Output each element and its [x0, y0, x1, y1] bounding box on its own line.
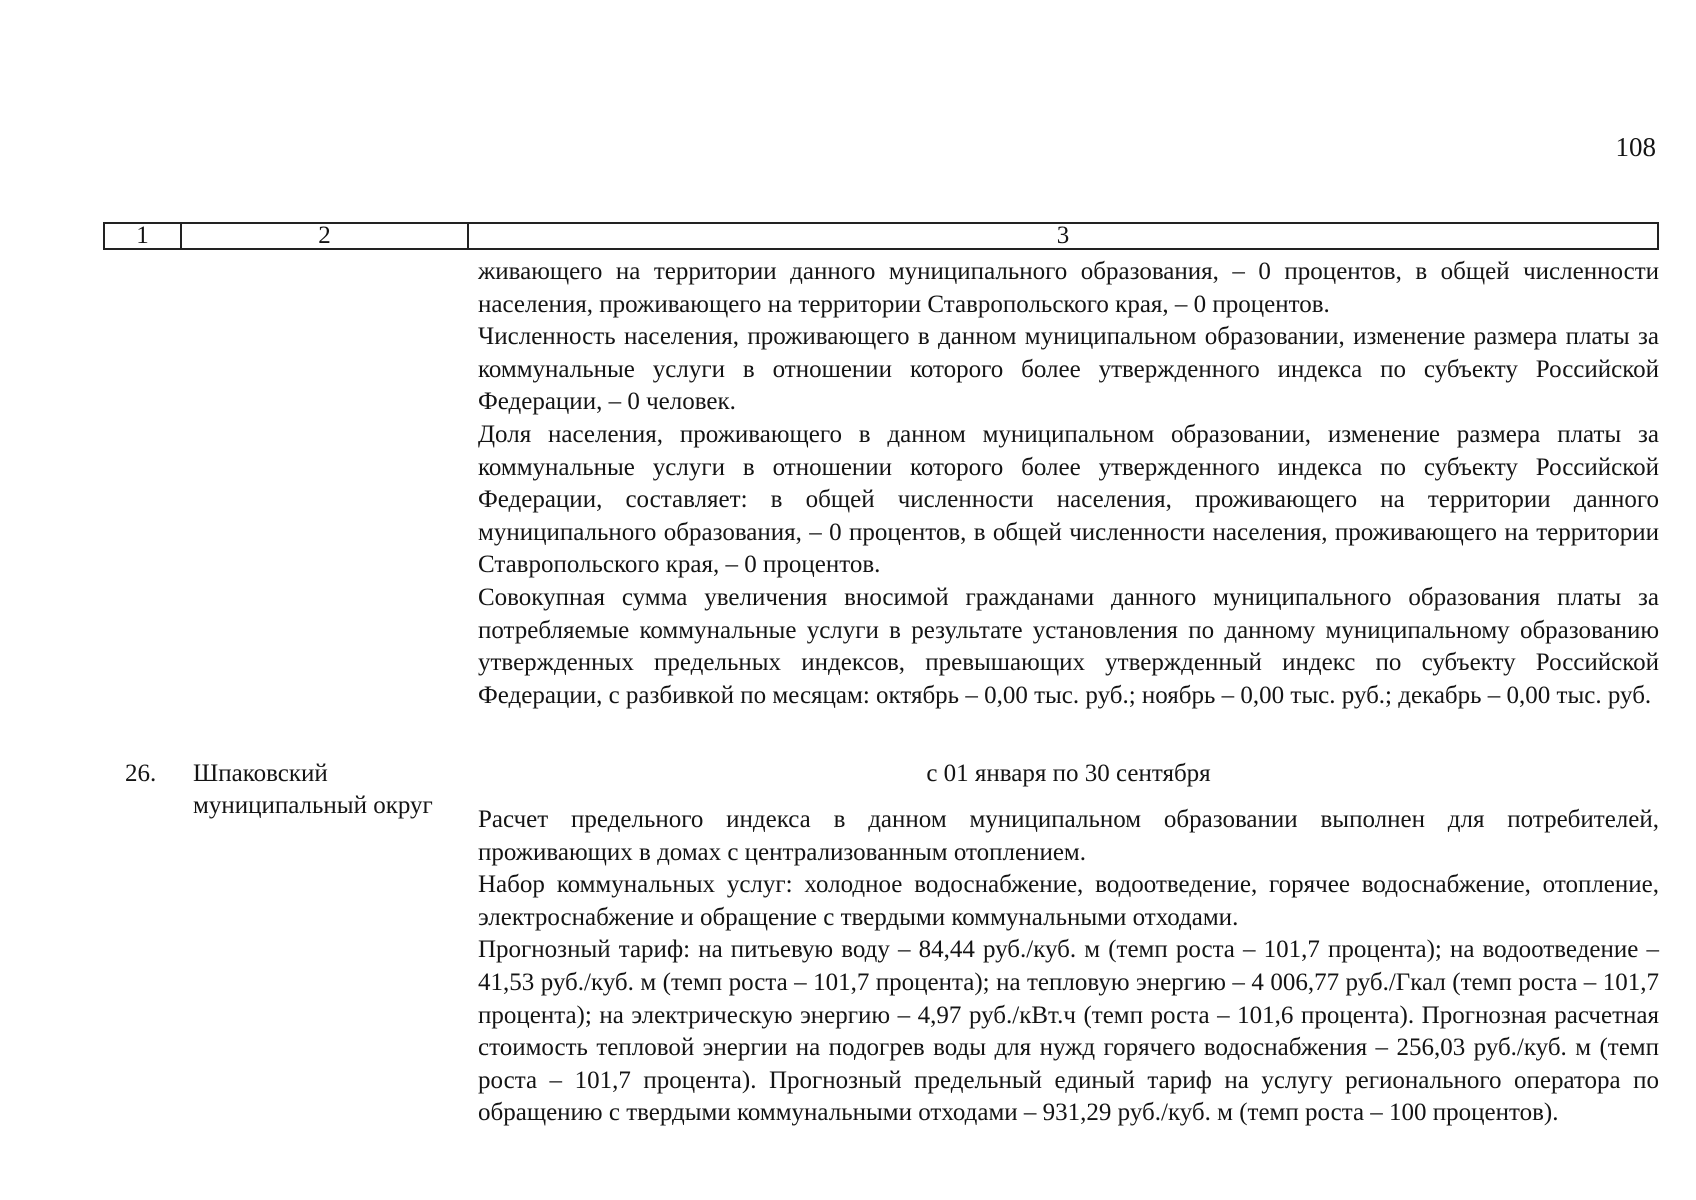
- column-number-2: 2: [182, 224, 469, 248]
- municipality-details: [478, 804, 1659, 1130]
- table-column-header: [103, 222, 1659, 250]
- row-number: 26.: [125, 760, 157, 787]
- paragraph: Набор коммунальных услуг: холодное водоснабжение, водоотведение, горячее водоснабжение, отопление, электроснабжение и обращение с твердыми коммунальными отходами.: [478, 871, 1659, 931]
- paragraph: Прогнозный тариф: на питьевую воду – 84,44 руб./куб. м (темп роста – 101,7 процента); на водоотведение – 41,53 руб./куб. м (темп роста – 101,7 процента); на тепловую энергию – 4 006,77 руб./Гкал (темп роста – 101,7 процента); на электрическую энергию – 4,97 руб./кВт.ч (темп роста – 101,6 процента). Прогнозная расчетная стоимость тепловой энергии на подогрев воды для нужд горячего водоснабжения – 256,03 руб./куб. м (темп роста – 101,7 процента). Прогнозный предельный единый тариф на услугу регионального оператора по обращению с твердыми коммунальными отходами – 931,29 руб./куб. м (темп роста – 100 процентов).: [478, 936, 1659, 1127]
- paragraph: Совокупная сумма увеличения вносимой гражданами данного муниципального образования платы за потребляемые коммунальные услуги в результате установления по данному муниципальному образованию утвержденных предельных индексов, превышающих утвержденный индекс по субъекту Российской Федерации, с разбивкой по месяцам: октябрь – 0,00 тыс. руб.; ноябрь – 0,00 тыс. руб.; декабрь – 0,00 тыс. руб.: [478, 583, 1659, 709]
- continuation-text: [478, 256, 1659, 712]
- page-number: 108: [1615, 132, 1656, 162]
- paragraph: живающего на территории данного муниципального образования, – 0 процентов, в общей численности населения, проживающего на территории Ставропольского края, – 0 процентов.: [478, 258, 1659, 318]
- municipality-name: Шпаковский муниципальный округ: [193, 760, 433, 819]
- paragraph: Доля населения, проживающего в данном муниципальном образовании, изменение размера платы за коммунальные услуги в отношении которого более утвержденного индекса по субъекту Российской Федерации, составляет: в общей численности населения, проживающего на территории данного муниципального образования, – 0 процентов, в общей численности населения, проживающего на территории Ставропольского края, – 0 процентов.: [478, 420, 1659, 579]
- column-number-1: 1: [105, 224, 182, 248]
- paragraph: Численность населения, проживающего в данном муниципальном образовании, изменение размера платы за коммунальные услуги в отношении которого более утвержденного индекса по субъекту Российской Федерации, – 0 человек.: [478, 323, 1659, 416]
- paragraph: Расчет предельного индекса в данном муниципальном образовании выполнен для потребителей, проживающих в домах с централизованным отоплением.: [478, 806, 1659, 866]
- period-heading: с 01 января по 30 сентября: [926, 760, 1211, 787]
- column-number-3: 3: [1056, 222, 1070, 249]
